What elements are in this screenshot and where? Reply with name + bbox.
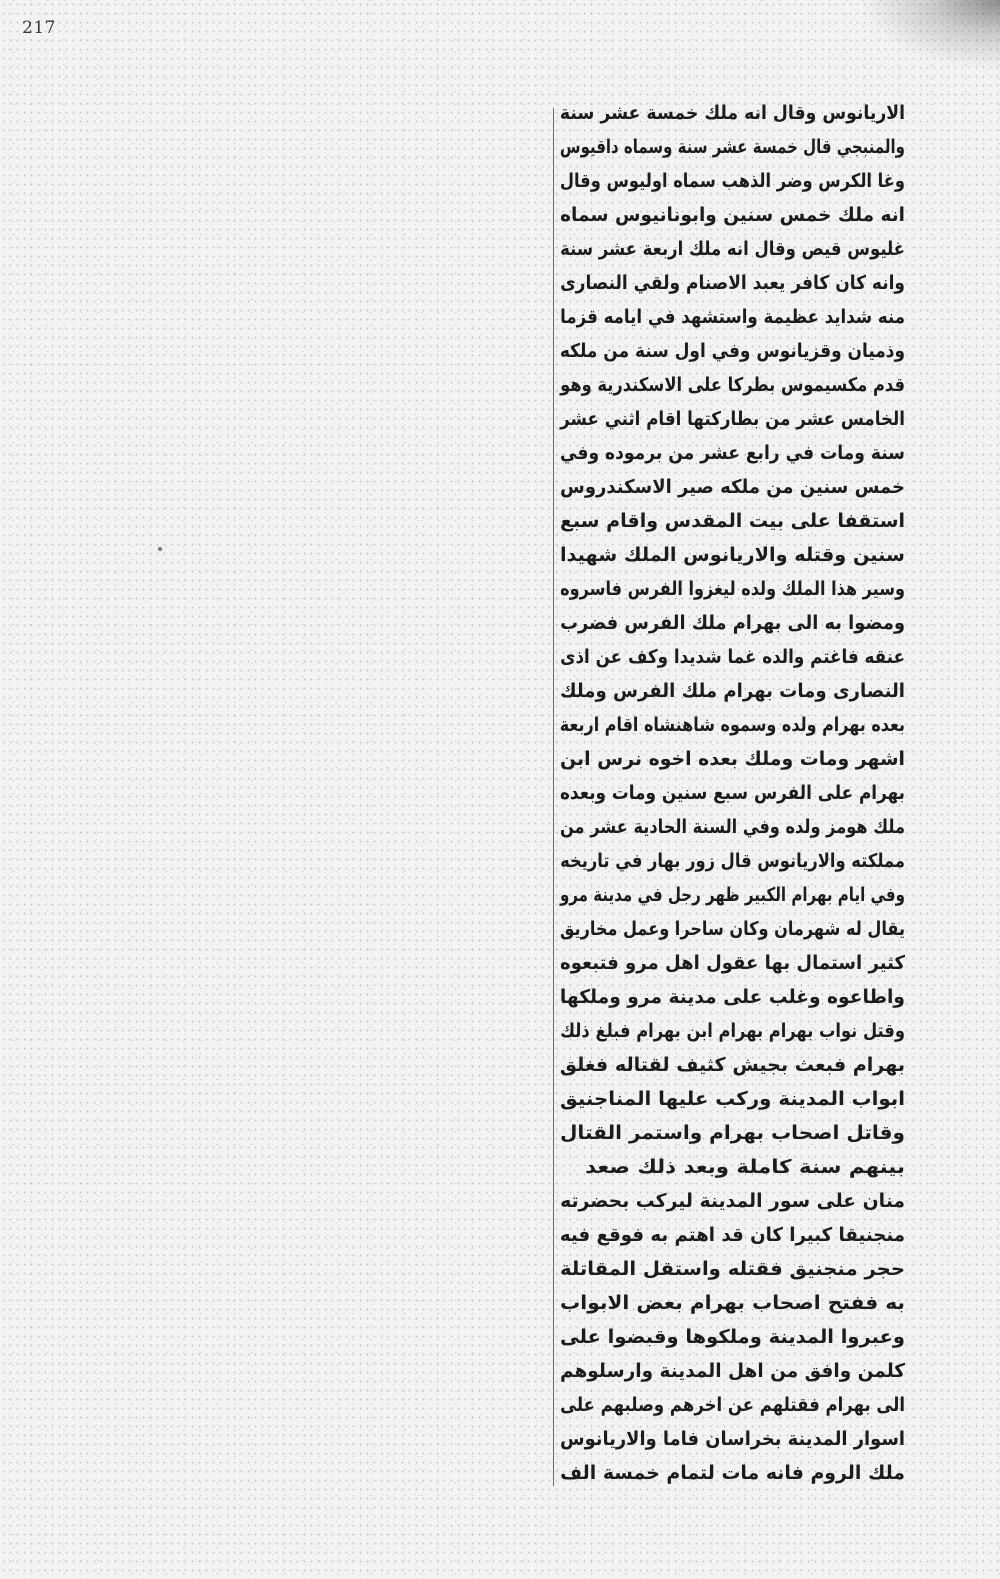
manuscript-line: منه شدايد عظيمة واستشهد في ايامه قزما [560, 306, 905, 328]
manuscript-line: خمس سنين من ملكه صير الاسكندروس [560, 476, 905, 498]
manuscript-line: وسير هذا الملك ولده ليغزوا الفرس فاسروه [560, 578, 905, 600]
manuscript-line: الاريانوس وقال انه ملك خمسة عشر سنة [559, 102, 905, 124]
manuscript-line: استقفا على بيت المقدس واقام سبع [559, 510, 905, 532]
manuscript-line: وقاتل اصحاب بهرام واستمر القتال [560, 1122, 905, 1144]
manuscript-line: النصارى ومات بهرام ملك الفرس وملك [559, 680, 905, 702]
manuscript-line: ابواب المدينة وركب عليها المناجنيق [560, 1088, 905, 1110]
manuscript-line: بعده بهرام ولده وسموه شاهنشاه اقام اربعة [559, 714, 905, 736]
manuscript-line: منجنيقا كبيرا كان قد اهتم به فوقع فيه [559, 1224, 905, 1246]
manuscript-line: حجر منجنيق فقتله واستقل المقاتلة [559, 1258, 905, 1280]
manuscript-line: بهرام على الفرس سبع سنين ومات وبعده [560, 782, 905, 804]
manuscript-line: اشهر ومات وملك بعده اخوه نرس ابن [560, 748, 905, 770]
manuscript-line: الى بهرام فقتلهم عن اخرهم وصلبهم على [560, 1394, 905, 1416]
manuscript-line: وفي ايام بهرام الكبير ظهر رجل في مدينة مرو [559, 884, 905, 906]
manuscript-line: والمنبجي قال خمسة عشر سنة وسماه داقيوس [559, 136, 905, 158]
manuscript-line: انه ملك خمس سنين وابونانيوس سماه [560, 204, 905, 226]
ink-speck [158, 547, 162, 551]
manuscript-line: قدم مكسيموس بطركا على الاسكندرية وهو [560, 374, 905, 396]
manuscript-line: وغا الكرس وضر الذهب سماه اوليوس وقال [559, 170, 905, 192]
manuscript-line: عنقه فاغتم والده غما شديدا وكف عن اذى [560, 646, 905, 668]
manuscript-line: وقتل نواب بهرام بهرام ابن بهرام فبلغ ذلك [560, 1020, 905, 1042]
manuscript-line: واطاعوه وغلب على مدينة مرو وملكها [559, 986, 905, 1008]
manuscript-line: سنة ومات في رابع عشر من برموده وفي [559, 442, 905, 464]
manuscript-line: ملك هومز ولده وفي السنة الحادية عشر من [559, 816, 905, 838]
manuscript-line: بهرام فبعث بجيش كثيف لقتاله فغلق [559, 1054, 905, 1076]
manuscript-line: يقال له شهرمان وكان ساحرا وعمل مخاريق [560, 918, 905, 940]
page-number: 217 [22, 18, 56, 38]
manuscript-line: بينهم سنة كاملة وبعد ذلك صعد [585, 1156, 905, 1178]
manuscript-line: وذميان وقزيانوس وفي اول سنة من ملكه [559, 340, 905, 362]
manuscript-line: وعبروا المدينة وملكوها وقبضوا على [559, 1326, 905, 1348]
manuscript-line: منان على سور المدينة ليركب بحضرته [560, 1190, 905, 1212]
manuscript-line: مملكته والاريانوس قال زور بهار في تاريخه [560, 850, 905, 872]
manuscript-text-block [560, 96, 905, 1490]
manuscript-line: سنين وقتله والاريانوس الملك شهيدا [559, 544, 905, 566]
scan-corner-shadow [860, 0, 1000, 70]
manuscript-line: كثير استمال بها عقول اهل مرو فتبعوه [560, 952, 905, 974]
manuscript-line: كلمن وافق من اهل المدينة وارسلوهم [559, 1360, 905, 1382]
manuscript-line: اسوار المدينة بخراسان فاما والاريانوس [560, 1428, 905, 1450]
manuscript-line: ملك الروم فانه مات لتمام خمسة الف [560, 1462, 905, 1484]
manuscript-line: به ففتح اصحاب بهرام بعض الابواب [560, 1292, 905, 1314]
manuscript-line: ومضوا به الى بهرام ملك الفرس فضرب [560, 612, 905, 634]
manuscript-line: الخامس عشر من بطاركتها اقام اثني عشر [560, 408, 905, 430]
manuscript-line: غليوس قيص وقال انه ملك اربعة عشر سنة [560, 238, 905, 260]
manuscript-line: وانه كان كافر يعبد الاصنام ولقي النصارى [560, 272, 905, 294]
